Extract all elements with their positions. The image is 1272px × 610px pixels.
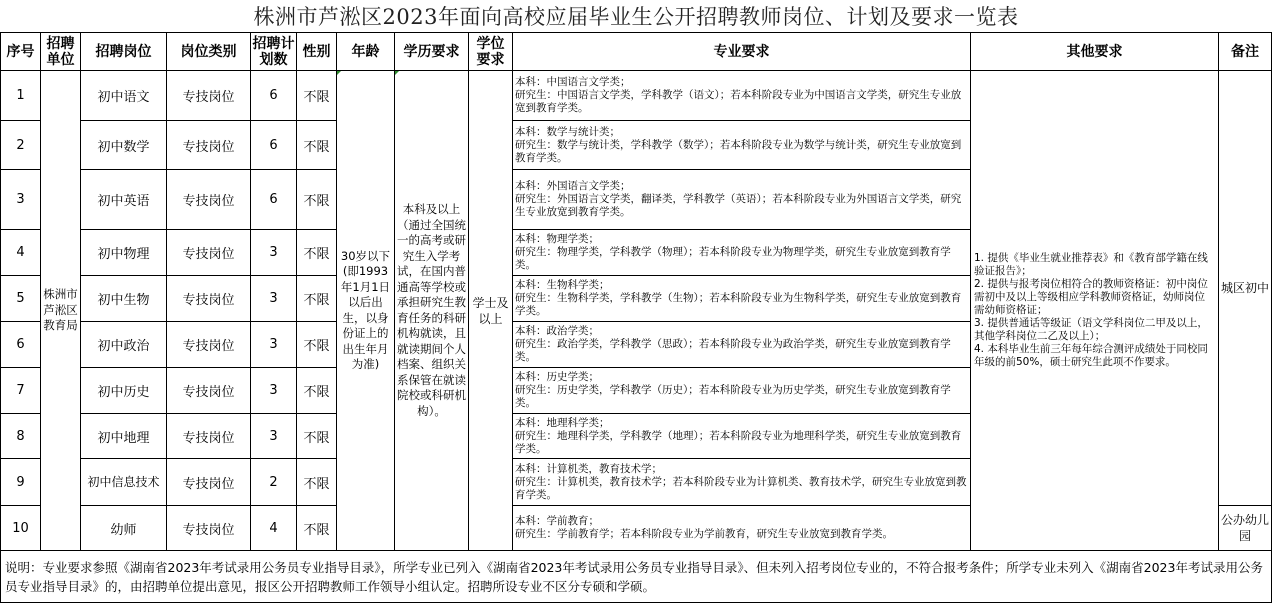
major-undergrad: 本科：历史学类；: [515, 371, 599, 383]
header-category: 岗位类别: [167, 33, 251, 71]
major-postgrad: 研究生：中国语言文学类，学科教学（语文）；若本科阶段专业为中国语言文学类，研究生专业放宽到教育学类。: [515, 89, 962, 114]
row-position: 初中政治: [81, 322, 167, 368]
other-requirement-item: 1. 提供《毕业生就业推荐表》和《教育部学籍在线验证报告》；: [974, 252, 1208, 277]
row-major: [513, 276, 971, 322]
header-education: 学历要求: [395, 33, 469, 71]
row-plan: 3: [251, 230, 297, 276]
table-row: [1, 71, 1272, 121]
row-category: 专技岗位: [167, 121, 251, 170]
major-postgrad: 研究生：外国语言文学类，翻译类，学科教学（英语）；若本科阶段专业为外国语言文学类，研究生专业放宽到教育学类。: [515, 193, 962, 218]
header-unit: 招聘单位: [41, 33, 81, 71]
recruiting-unit: 株洲市芦淞区教育局: [41, 71, 81, 551]
header-plan: 招聘计划数: [251, 33, 297, 71]
row-no: 4: [1, 230, 41, 276]
table-header-row: [1, 33, 1272, 71]
major-postgrad: 研究生：历史学类，学科教学（历史）；若本科阶段专业为历史学类，研究生专业放宽到教育学类。: [515, 384, 951, 409]
row-major: [513, 506, 971, 551]
header-other: 其他要求: [971, 33, 1219, 71]
row-category: 专技岗位: [167, 276, 251, 322]
row-gender: 不限: [297, 322, 337, 368]
row-category: 专技岗位: [167, 459, 251, 506]
row-no: 5: [1, 276, 41, 322]
row-plan: 3: [251, 414, 297, 459]
row-plan: 6: [251, 121, 297, 170]
row-plan: 6: [251, 71, 297, 121]
row-position: 初中英语: [81, 170, 167, 230]
header-major: 专业要求: [513, 33, 971, 71]
row-plan: 2: [251, 459, 297, 506]
header-degree: 学位要求: [469, 33, 513, 71]
row-category: 专技岗位: [167, 170, 251, 230]
header-position: 招聘岗位: [81, 33, 167, 71]
row-no: 9: [1, 459, 41, 506]
major-undergrad: 本科：中国语言文学类；: [515, 76, 631, 88]
row-gender: 不限: [297, 459, 337, 506]
row-no: 8: [1, 414, 41, 459]
other-requirement-item: 4. 本科毕业生前三年每年综合测评成绩处于同校同年级的前50%，硕士研究生此项不作要求。: [974, 343, 1208, 368]
row-plan: 3: [251, 368, 297, 414]
major-undergrad: 本科：计算机类，教育技术学；: [515, 462, 662, 475]
major-postgrad: 研究生：生物科学类，学科教学（生物）；若本科阶段专业为生物科学类，研究生专业放宽到教育学类。: [515, 292, 962, 317]
major-undergrad: 本科：数学与统计类；: [515, 125, 620, 138]
row-category: 专技岗位: [167, 414, 251, 459]
footnote: 说明：专业要求参照《湖南省2023年考试录用公务员专业指导目录》，所学专业已列入《湖南省2023年考试录用公务员专业指导目录》、但未列入招考岗位专业的，不符合报考条件；所学专业未列入《湖南省2023年考试录用公务员专业指导目录》的，由招聘单位提出意见，报区公开招聘教师工作领导小组认定。招聘所设专业不区分专硕和学硕。: [1, 551, 1272, 603]
row-major: [513, 414, 971, 459]
row-major: [513, 368, 971, 414]
degree-requirement: 学士及以上: [469, 71, 513, 551]
row-no: 2: [1, 121, 41, 170]
row-major: [513, 71, 971, 121]
row-position: 初中历史: [81, 368, 167, 414]
row-plan: 3: [251, 276, 297, 322]
row-gender: 不限: [297, 121, 337, 170]
row-position: 初中地理: [81, 414, 167, 459]
row-no: 6: [1, 322, 41, 368]
remark-middle-school: 城区初中: [1219, 71, 1272, 506]
row-gender: 不限: [297, 368, 337, 414]
major-undergrad: 本科：地理科学类；: [515, 416, 610, 429]
document-title: 株洲市芦淞区2023年面向高校应届毕业生公开招聘教师岗位、计划及要求一览表: [253, 5, 1019, 29]
row-position: 初中生物: [81, 276, 167, 322]
row-gender: 不限: [297, 170, 337, 230]
row-no: 7: [1, 368, 41, 414]
row-position: 初中信息技术: [81, 459, 167, 506]
row-plan: 4: [251, 506, 297, 551]
row-plan: 6: [251, 170, 297, 230]
row-position: 初中数学: [81, 121, 167, 170]
row-major: [513, 459, 971, 506]
row-gender: 不限: [297, 414, 337, 459]
major-postgrad: 研究生：计算机类，教育技术学；若本科阶段专业为计算机类、教育技术学，研究生专业放宽到教育学类。: [515, 475, 967, 501]
row-category: 专技岗位: [167, 368, 251, 414]
other-requirement-item: 2. 提供与报考岗位相符合的教师资格证：初中岗位需初中及以上等级相应学科教师资格证，幼师岗位需幼师资格证；: [974, 278, 1208, 316]
major-undergrad: 本科：政治学类；: [515, 325, 599, 337]
row-major: [513, 121, 971, 170]
row-category: 专技岗位: [167, 230, 251, 276]
major-undergrad: 本科：外国语言文学类；: [515, 180, 631, 192]
row-gender: 不限: [297, 230, 337, 276]
row-position: 幼师: [81, 506, 167, 551]
header-no: 序号: [1, 33, 41, 71]
row-major: [513, 230, 971, 276]
row-category: 专技岗位: [167, 71, 251, 121]
row-no: 3: [1, 170, 41, 230]
row-plan: 3: [251, 322, 297, 368]
major-postgrad: 研究生：学前教育学；若本科阶段专业为学前教育，研究生专业放宽到教育学类。: [515, 528, 893, 540]
other-requirement-item: 3. 提供普通话等级证（语文学科岗位二甲及以上，其他学科岗位二乙及以上）；: [974, 317, 1208, 342]
row-position: 初中物理: [81, 230, 167, 276]
row-gender: 不限: [297, 276, 337, 322]
major-postgrad: 研究生：物理学类，学科教学（物理）；若本科阶段专业为物理学类，研究生专业放宽到教育学类。: [515, 246, 951, 271]
row-major: [513, 170, 971, 230]
age-requirement: 30岁以下(即1993年1月1日以后出生，以身份证上的出生年月为准): [337, 71, 395, 551]
remark-kindergarten: 公办幼儿园: [1219, 506, 1272, 551]
row-position: 初中语文: [81, 71, 167, 121]
header-gender: 性别: [297, 33, 337, 71]
header-age: 年龄: [337, 33, 395, 71]
header-remark: 备注: [1219, 33, 1272, 71]
major-undergrad: 本科：生物科学类；: [515, 279, 610, 291]
major-undergrad: 本科：物理学类；: [515, 233, 599, 245]
row-major: [513, 322, 971, 368]
row-gender: 不限: [297, 506, 337, 551]
education-requirement: 本科及以上（通过全国统一的高考或研究生入学考试，在国内普通高等学校或承担研究生教育任务的科研机构就读，且就读期间个人档案、组织关系保管在就读院校或科研机构）。: [395, 71, 469, 551]
row-category: 专技岗位: [167, 506, 251, 551]
row-gender: 不限: [297, 71, 337, 121]
footnote-row: [1, 551, 1272, 603]
row-no: 1: [1, 71, 41, 121]
other-requirements: [971, 71, 1219, 551]
row-category: 专技岗位: [167, 322, 251, 368]
row-no: 10: [1, 506, 41, 551]
major-undergrad: 本科：学前教育；: [515, 515, 599, 527]
major-postgrad: 研究生：政治学类，学科教学（思政）；若本科阶段专业为政治学类，研究生专业放宽到教育学类。: [515, 338, 951, 363]
major-postgrad: 研究生：数学与统计类，学科教学（数学）；若本科阶段专业为数学与统计类，研究生专业放宽到教育学类。: [515, 138, 962, 164]
recruitment-table: [0, 32, 1272, 603]
major-postgrad: 研究生：地理科学类，学科教学（地理）；若本科阶段专业为地理科学类，研究生专业放宽到教育学类。: [515, 429, 962, 455]
